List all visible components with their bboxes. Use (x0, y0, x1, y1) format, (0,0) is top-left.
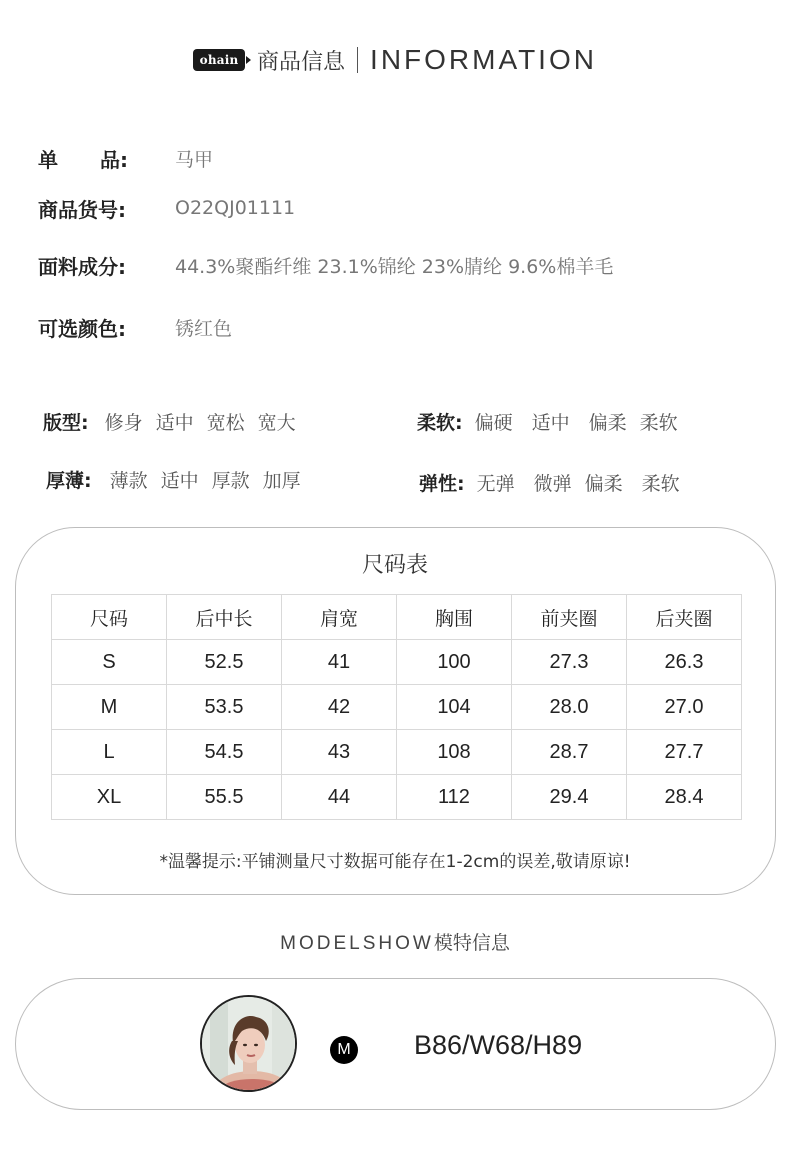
brand-logo: ohain (193, 49, 245, 71)
table-cell: 54.5 (167, 730, 282, 775)
table-cell: 108 (397, 730, 512, 775)
table-cell: 112 (397, 775, 512, 820)
scale-label-fit: 版型: (43, 411, 89, 434)
table-cell: 27.3 (512, 640, 627, 685)
table-row (52, 640, 742, 685)
scale-label-thickness: 厚薄: (46, 469, 92, 492)
table-cell: 43 (282, 730, 397, 775)
info-label-fabric: 面料成分: (38, 254, 126, 279)
option-softness-1-selected: 适中 (532, 408, 570, 435)
size-chart-title: 尺码表 (361, 553, 428, 578)
info-row-fabric (38, 250, 613, 280)
option-elasticity-0: 无弹 (476, 472, 515, 495)
info-row-sku (38, 193, 295, 223)
option-thickness-3: 加厚 (262, 469, 301, 492)
table-cell: 26.3 (627, 640, 742, 685)
scale-elasticity (419, 467, 680, 497)
info-row-color (38, 312, 232, 342)
info-value-color: 锈红色 (175, 317, 233, 340)
info-label-color: 可选颜色: (38, 316, 126, 341)
table-cell: 42 (282, 685, 397, 730)
info-label-item: 单 品: (38, 147, 128, 172)
table-row (52, 775, 742, 820)
option-fit-1: 适中 (155, 411, 194, 434)
option-softness-3: 柔软 (639, 411, 678, 434)
header-size: 尺码 (52, 595, 167, 640)
scale-label-elasticity: 弹性: (419, 472, 465, 495)
model-info-panel (15, 978, 776, 1110)
table-cell: 53.5 (167, 685, 282, 730)
info-row-item (38, 143, 213, 173)
size-table (51, 594, 742, 820)
table-cell: 27.0 (627, 685, 742, 730)
header-title-en: INFORMATION (370, 44, 597, 75)
table-cell: 52.5 (167, 640, 282, 685)
scale-softness (417, 406, 678, 436)
table-cell: S (52, 640, 167, 685)
option-softness-0: 偏硬 (474, 411, 513, 434)
table-cell: 55.5 (167, 775, 282, 820)
table-cell: XL (52, 775, 167, 820)
table-cell: 41 (282, 640, 397, 685)
model-size-badge: M (330, 1036, 358, 1064)
table-cell: 104 (397, 685, 512, 730)
model-avatar (200, 995, 297, 1092)
header-divider (357, 47, 358, 73)
header-back-armhole: 后夹圈 (627, 595, 742, 640)
info-value-fabric: 44.3%聚酯纤维 23.1%锦纶 23%腈纶 9.6%棉羊毛 (175, 255, 614, 278)
table-header-row (52, 595, 742, 640)
option-thickness-2: 厚款 (211, 469, 250, 492)
info-value-sku: O22QJ01111 (175, 197, 296, 219)
scale-label-softness: 柔软: (417, 411, 463, 434)
scale-fit (43, 406, 296, 436)
header-title-cn: 商品信息 (257, 49, 346, 75)
model-section-title: MODELSHOW模特信息 (280, 932, 510, 954)
header-shoulder: 肩宽 (282, 595, 397, 640)
table-row (52, 685, 742, 730)
measurement-note: *温馨提示:平铺测量尺寸数据可能存在1-2cm的误差,敬请原谅! (159, 852, 631, 872)
info-label-sku: 商品货号: (38, 197, 126, 222)
table-cell: 28.4 (627, 775, 742, 820)
option-softness-2: 偏柔 (588, 411, 627, 434)
header-front-armhole: 前夹圈 (512, 595, 627, 640)
option-thickness-0: 薄款 (109, 469, 148, 492)
table-cell: 28.7 (512, 730, 627, 775)
option-elasticity-3: 柔软 (641, 472, 680, 495)
option-thickness-1-selected: 适中 (161, 466, 199, 493)
page-header (0, 40, 790, 80)
option-fit-2-selected: 宽松 (207, 408, 245, 435)
header-back-length: 后中长 (167, 595, 282, 640)
table-row (52, 730, 742, 775)
table-cell: 29.4 (512, 775, 627, 820)
option-elasticity-2: 偏柔 (584, 472, 623, 495)
table-cell: 28.0 (512, 685, 627, 730)
model-photo-icon (202, 997, 297, 1092)
scale-thickness (46, 464, 301, 494)
header-chest: 胸围 (397, 595, 512, 640)
table-cell: L (52, 730, 167, 775)
option-fit-3: 宽大 (257, 411, 296, 434)
table-cell: M (52, 685, 167, 730)
table-cell: 44 (282, 775, 397, 820)
option-fit-0: 修身 (104, 411, 143, 434)
option-elasticity-1-selected: 微弹 (534, 469, 572, 496)
model-measurements: B86/W68/H89 (414, 1030, 583, 1060)
info-value-item: 马甲 (175, 148, 214, 171)
table-cell: 27.7 (627, 730, 742, 775)
table-cell: 100 (397, 640, 512, 685)
